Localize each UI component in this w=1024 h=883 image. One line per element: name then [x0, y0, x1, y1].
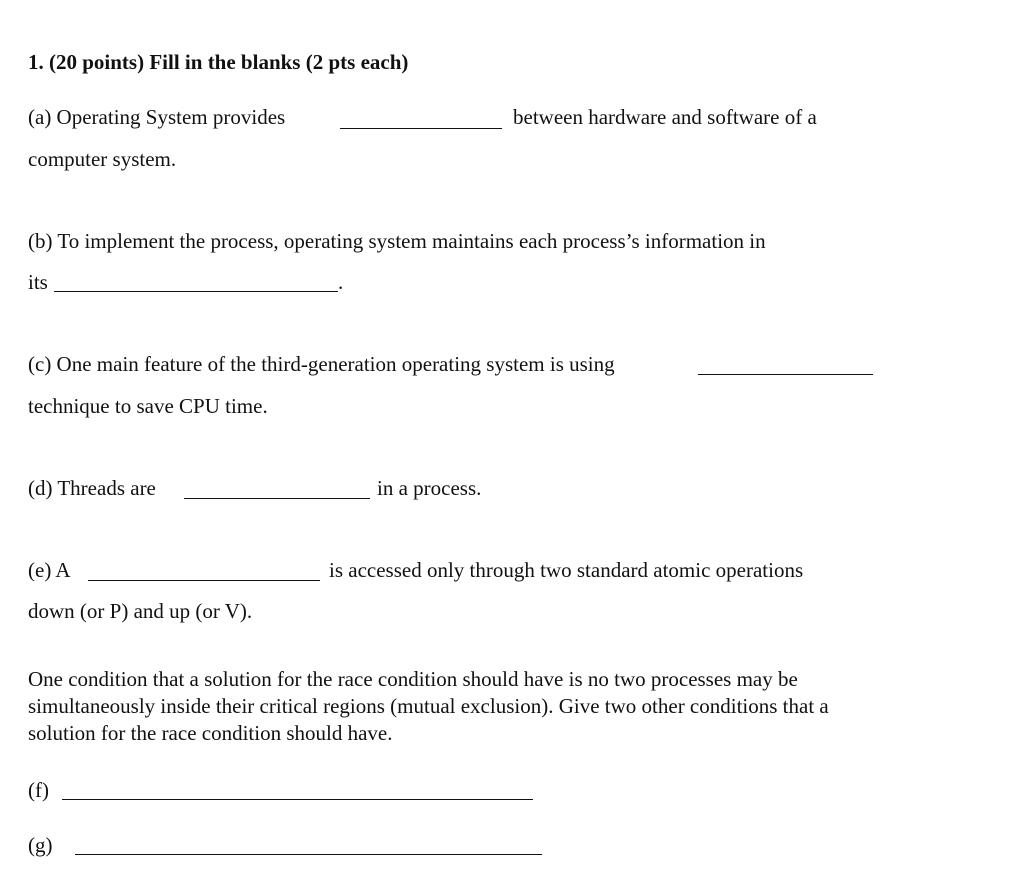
question-d-blank[interactable]: [184, 498, 370, 499]
question-d-prefix: (d) Threads are: [28, 476, 156, 500]
question-a-continuation: computer system.: [28, 147, 177, 171]
question-c-blank[interactable]: [698, 374, 873, 375]
question-a-suffix: between hardware and software of a: [513, 105, 817, 129]
question-a-prefix: (a) Operating System provides: [28, 105, 286, 129]
question-f-blank[interactable]: [62, 799, 533, 800]
question-c-continuation: technique to save CPU time.: [28, 394, 268, 418]
question-a-blank[interactable]: [340, 128, 502, 129]
question-title: 1. (20 points) Fill in the blanks (2 pts each): [28, 50, 409, 74]
question-b-blank[interactable]: [54, 291, 338, 292]
question-b-suffix: .: [338, 270, 344, 294]
race-condition-paragraph: One condition that a solution for the race condition should have is no two processes may be simultaneously inside their critical regions (mutual exclusion). Give two other conditions that a solution for the race condition should have.: [28, 667, 829, 745]
question-e-continuation: down (or P) and up (or V).: [28, 599, 253, 623]
question-c-prefix: (c) One main feature of the third-generation operating system is using: [28, 352, 615, 376]
question-e-suffix: is accessed only through two standard atomic operations: [329, 558, 804, 582]
question-b-line1: (b) To implement the process, operating system maintains each process’s information in: [28, 229, 766, 253]
question-d-suffix: in a process.: [377, 476, 482, 500]
question-g-label: (g): [28, 833, 53, 857]
question-e-prefix: (e) A: [28, 558, 71, 582]
question-g-blank[interactable]: [75, 854, 542, 855]
question-b-prefix: its: [28, 270, 48, 294]
question-f-label: (f): [28, 778, 49, 802]
question-e-blank[interactable]: [88, 580, 320, 581]
